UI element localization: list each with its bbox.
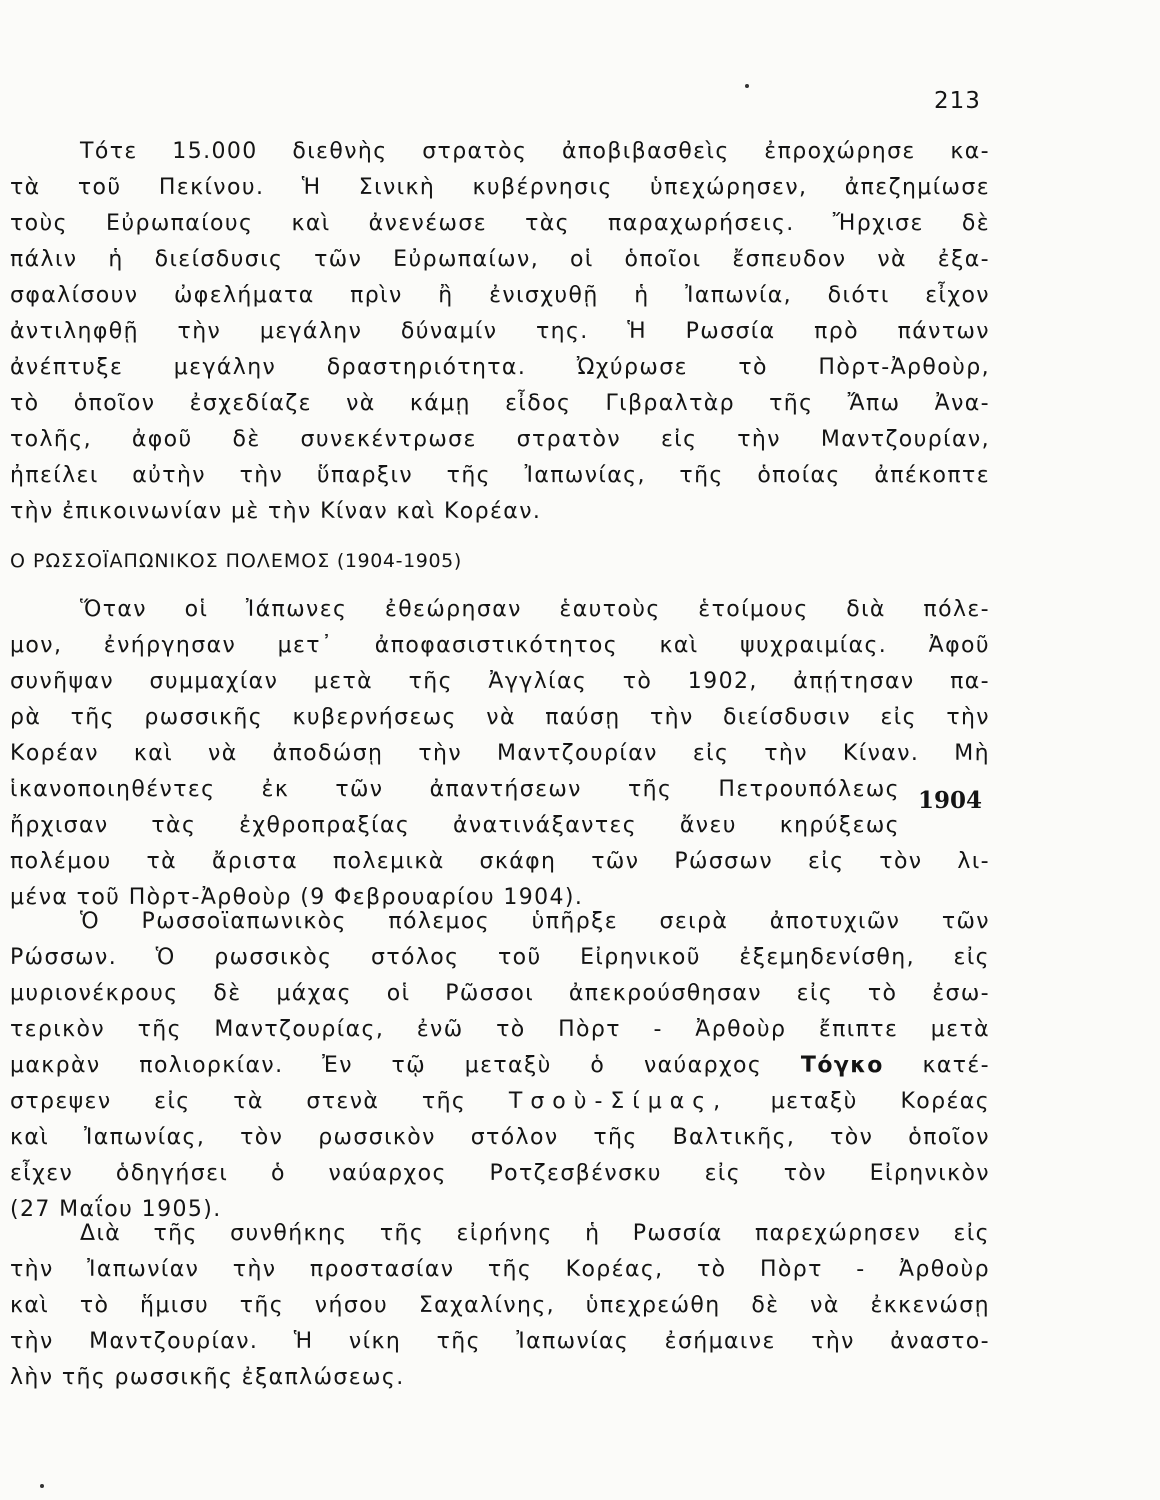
paragraph-4 xyxy=(10,1216,990,1396)
text-line: τοὺς Εὐρωπαίους καὶ ἀνενέωσε τὰς παραχωρήσεις. Ἤρχισε δὲ xyxy=(10,211,990,236)
text-segment: κατέ- xyxy=(922,1053,990,1078)
paragraph-3 xyxy=(10,904,990,1228)
admiral-togo-name: Τόγκο xyxy=(800,1053,884,1078)
text-line: τολῆς, ἀφοῦ δὲ συνεκέντρωσε στρατὸν εἰς τὴν Μαντζουρίαν, xyxy=(10,427,990,452)
text-line: σφαλίσουν ὠφελήματα πρὶν ἢ ἐνισχυθῇ ἡ Ἰαπωνία, διότι εἶχον xyxy=(10,283,990,308)
text-line: εἶχεν ὁδηγήσει ὁ ναύαρχος Ροτζεσβένσκυ εἰς τὸν Εἰρηνικὸν xyxy=(10,1161,990,1186)
text-line: Κορέαν καὶ νὰ ἀποδώσῃ τὴν Μαντζουρίαν εἰς τὴν Κίναν. Μὴ xyxy=(10,741,990,766)
text-line: τὸ ὁποῖον ἐσχεδίαζε νὰ κάμῃ εἶδος Γιβραλτὰρ τῆς Ἄπω Ἀνα- xyxy=(10,391,990,416)
text-line: συνῆψαν συμμαχίαν μετὰ τῆς Ἀγγλίας τὸ 1902, ἀπῄτησαν πα- xyxy=(10,669,990,694)
text-line: Τότε 15.000 διεθνὴς στρατὸς ἀποβιβασθεὶς ἐπροχώρησε κα- xyxy=(80,139,990,164)
text-line: τὴν ἐπικοινωνίαν μὲ τὴν Κίναν καὶ Κορέαν. xyxy=(10,499,542,524)
text-line: Ὁ Ρωσσοϊαπωνικὸς πόλεμος ὑπῆρξε σειρὰ ἀποτυχιῶν τῶν xyxy=(80,909,990,934)
text-line: ἠπείλει αὐτὴν τὴν ὕπαρξιν τῆς Ἰαπωνίας, τῆς ὁποίας ἀπέκοπτε xyxy=(10,463,990,488)
section-heading xyxy=(10,550,462,572)
text-line: ἱκανοποιηθέντες ἐκ τῶν ἀπαντήσεων τῆς Πετρουπόλεως xyxy=(10,777,900,802)
text-line: ἀντιληφθῇ τὴν μεγάλην δύναμίν της. Ἡ Ρωσσία πρὸ πάντων xyxy=(10,319,990,344)
text-line: τὰ τοῦ Πεκίνου. Ἡ Σινικὴ κυβέρνησις ὑπεχώρησεν, ἀπεζημίωσε xyxy=(10,175,990,200)
text-line: καὶ Ἰαπωνίας, τὸν ρωσσικὸν στόλον τῆς Βαλτικῆς, τὸν ὁποῖον xyxy=(10,1125,990,1150)
text-line: (27 Μαΐου 1905). xyxy=(10,1197,222,1222)
text-line: μένα τοῦ Πὸρτ-Ἀρθοὺρ (9 Φεβρουαρίου 1904). xyxy=(10,885,584,910)
text-line xyxy=(10,1048,990,1084)
text-line: καὶ τὸ ἥμισυ τῆς νήσου Σαχαλίνης, ὑπεχρεώθη δὲ νὰ ἐκκενώσῃ xyxy=(10,1293,990,1318)
text-line: Ὅταν οἱ Ἰάπωνες ἐθεώρησαν ἑαυτοὺς ἑτοίμους διὰ πόλε- xyxy=(80,597,990,622)
text-line: τὴν Ἰαπωνίαν τὴν προστασίαν τῆς Κορέας, τὸ Πὸρτ - Ἀρθοὺρ xyxy=(10,1257,990,1282)
text-line: πάλιν ἡ διείσδυσις τῶν Εὐρωπαίων, οἱ ὁποῖοι ἔσπευδον νὰ ἐξα- xyxy=(10,247,990,272)
text-line: ρὰ τῆς ρωσσικῆς κυβερνήσεως νὰ παύσῃ τὴν διείσδυσιν εἰς τὴν xyxy=(10,705,990,730)
tsushima-strait-name: Τσοὺ-Σίμας, xyxy=(508,1089,729,1114)
section-heading-years: (1904-1905) xyxy=(336,550,462,572)
paragraph-2 xyxy=(10,592,990,916)
text-line: Ρώσσων. Ὁ ρωσσικὸς στόλος τοῦ Εἰρηνικοῦ ἐξεμηδενίσθη, εἰς xyxy=(10,945,990,970)
text-line: μον, ἐνήργησαν μετ᾿ ἀποφασιστικότητος καὶ ψυχραιμίας. Ἀφοῦ xyxy=(10,633,990,658)
text-segment: μακρὰν πολιορκίαν. Ἐν τῷ μεταξὺ ὁ ναύαρχος xyxy=(10,1053,763,1078)
section-heading-title: Ο ΡΩΣΣΟΪΑΠΩΝΙΚΟΣ ΠΟΛΕΜΟΣ xyxy=(10,550,331,572)
print-speck xyxy=(40,1484,44,1488)
text-line: λὴν τῆς ρωσσικῆς ἐξαπλώσεως. xyxy=(10,1365,405,1390)
paragraph-1 xyxy=(10,134,990,530)
text-line: ἀνέπτυξε μεγάλην δραστηριότητα. Ὠχύρωσε τὸ Πὸρτ-Ἀρθοὺρ, xyxy=(10,355,990,380)
text-line: τερικὸν τῆς Μαντζουρίας, ἐνῶ τὸ Πὸρτ - Ἀρθοὺρ ἔπιπτε μετὰ xyxy=(10,1017,990,1042)
text-line: Διὰ τῆς συνθήκης τῆς εἰρήνης ἡ Ρωσσία παρεχώρησεν εἰς xyxy=(80,1221,990,1246)
text-line: τὴν Μαντζουρίαν. Ἡ νίκη τῆς Ἰαπωνίας ἐσήμαινε τὴν ἀναστο- xyxy=(10,1329,990,1354)
text-line: μυριονέκρους δὲ μάχας οἱ Ρῶσσοι ἀπεκρούσθησαν εἰς τὸ ἐσω- xyxy=(10,981,990,1006)
text-line: ἤρχισαν τὰς ἐχθροπραξίας ἀνατινάξαντες ἄνευ κηρύξεως xyxy=(10,813,900,838)
text-line xyxy=(10,1084,990,1120)
text-segment: μεταξὺ Κορέας xyxy=(770,1089,991,1114)
text-line: πολέμου τὰ ἄριστα πολεμικὰ σκάφη τῶν Ρώσσων εἰς τὸν λι- xyxy=(10,849,990,874)
margin-year-note: 1904 xyxy=(918,787,983,814)
text-segment: στρεψεν εἰς τὰ στενὰ τῆς xyxy=(10,1089,467,1114)
print-speck xyxy=(745,84,749,88)
page-number: 213 xyxy=(934,88,981,114)
